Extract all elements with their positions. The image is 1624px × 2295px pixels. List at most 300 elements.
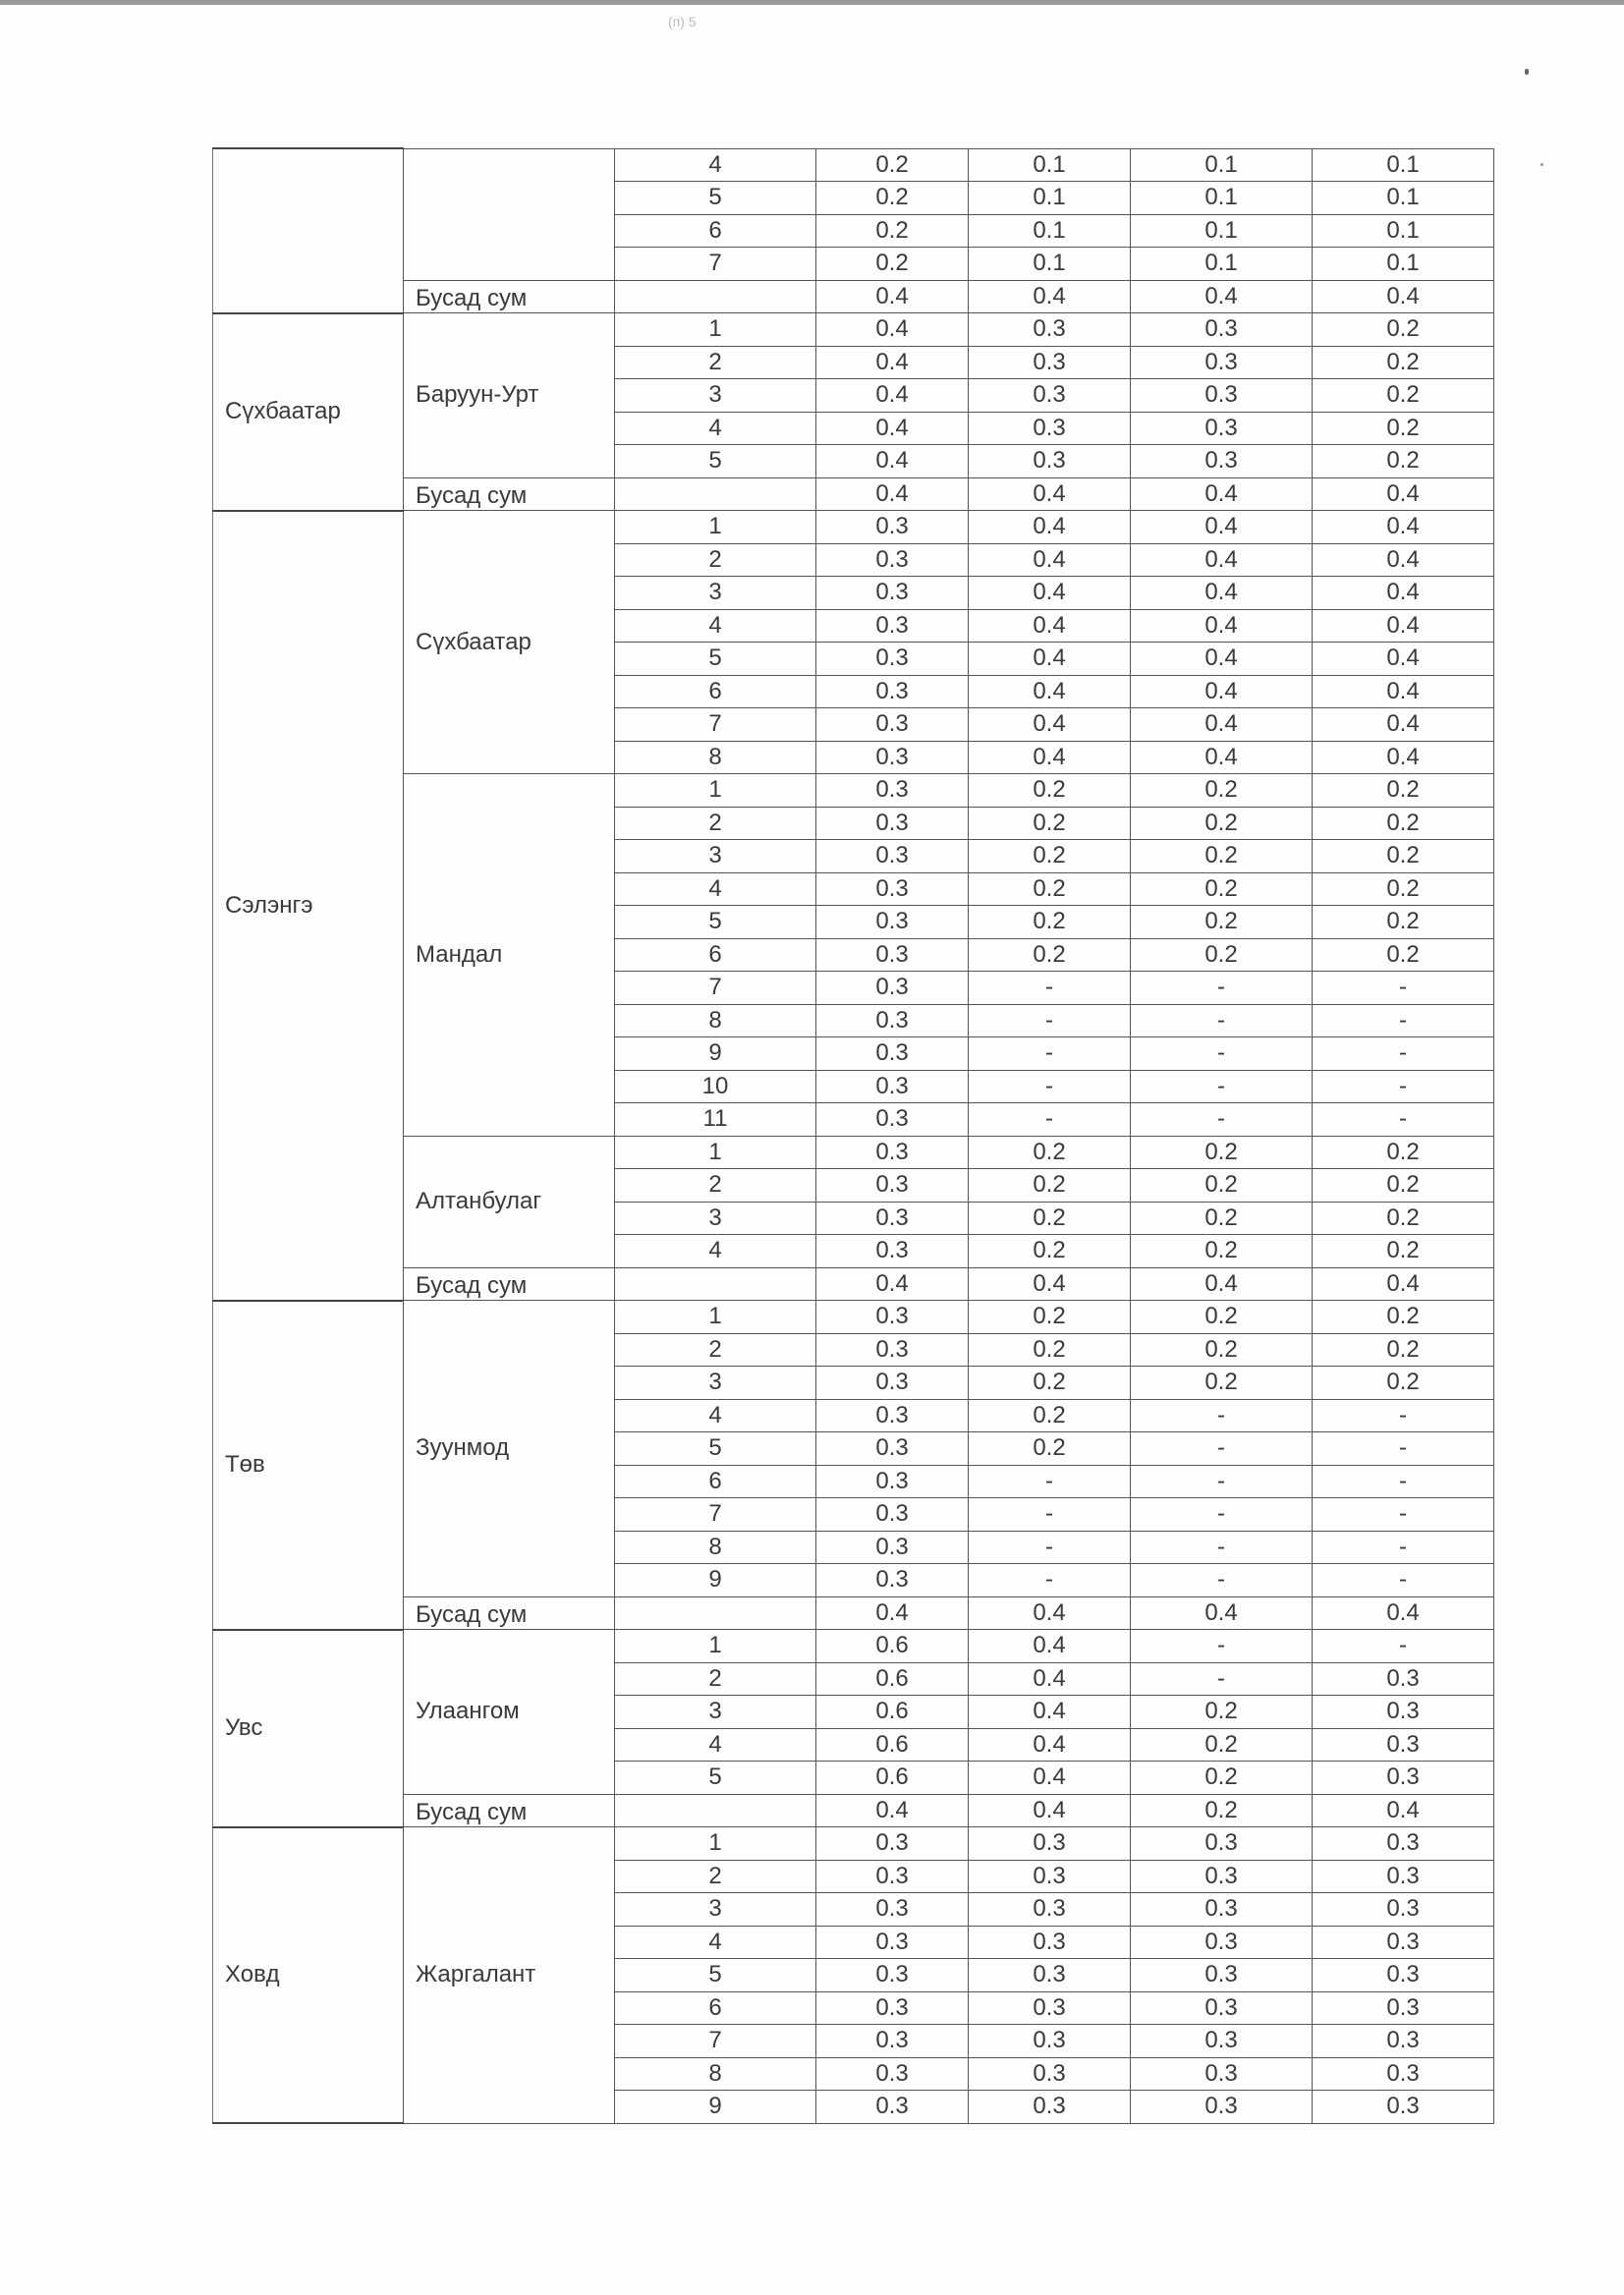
value-cell: 0.2 <box>969 938 1131 972</box>
value-cell: 0.2 <box>1131 1169 1313 1203</box>
value-cell: 0.4 <box>969 1794 1131 1827</box>
value-cell: 0.2 <box>1313 1136 1494 1169</box>
value-cell: 0.3 <box>816 708 969 742</box>
value-cell: - <box>1313 972 1494 1005</box>
value-cell: 0.2 <box>969 1333 1131 1367</box>
value-cell: 0.3 <box>816 675 969 708</box>
value-cell: 0.2 <box>969 1136 1131 1169</box>
value-cell: 0.2 <box>816 148 969 182</box>
value-cell: 0.3 <box>969 346 1131 379</box>
zone-cell: 3 <box>615 1202 816 1235</box>
value-cell: - <box>1313 1465 1494 1498</box>
value-cell: 0.1 <box>969 248 1131 281</box>
value-cell: 0.4 <box>969 643 1131 676</box>
value-cell: 0.2 <box>816 182 969 215</box>
value-cell: 0.3 <box>1131 379 1313 413</box>
value-cell: - <box>1313 1531 1494 1564</box>
value-cell: 0.3 <box>1313 1860 1494 1893</box>
value-cell: 0.2 <box>1131 1794 1313 1827</box>
value-cell: - <box>1313 1103 1494 1137</box>
value-cell: 0.2 <box>969 807 1131 840</box>
value-cell: 0.4 <box>1131 741 1313 774</box>
zone-cell: 3 <box>615 840 816 873</box>
value-cell: 0.4 <box>969 1596 1131 1630</box>
zone-cell: 1 <box>615 1301 816 1334</box>
value-cell: 0.2 <box>1313 840 1494 873</box>
zone-cell: 1 <box>615 1136 816 1169</box>
value-cell: 0.3 <box>816 643 969 676</box>
value-cell: - <box>1313 1037 1494 1071</box>
value-cell: 0.4 <box>1313 643 1494 676</box>
value-cell: 0.6 <box>816 1696 969 1729</box>
value-cell: 0.2 <box>1313 1333 1494 1367</box>
value-cell: 0.4 <box>1131 511 1313 544</box>
value-cell: 0.3 <box>969 379 1131 413</box>
value-cell: 0.3 <box>816 1991 969 2025</box>
value-cell: 0.3 <box>969 445 1131 478</box>
value-cell: - <box>1131 1465 1313 1498</box>
value-cell: 0.2 <box>1313 1367 1494 1400</box>
zone-cell: 8 <box>615 741 816 774</box>
center-cell: Улаангом <box>404 1630 615 1795</box>
value-cell: 0.2 <box>969 1202 1131 1235</box>
value-cell: 0.2 <box>1131 1235 1313 1268</box>
value-cell: 0.4 <box>1313 1267 1494 1301</box>
value-cell: - <box>1131 1630 1313 1663</box>
value-cell: 0.4 <box>1313 543 1494 577</box>
value-cell: 0.4 <box>969 1696 1131 1729</box>
value-cell: 0.2 <box>1131 1728 1313 1762</box>
value-cell: 0.4 <box>1131 577 1313 610</box>
value-cell: - <box>1131 1564 1313 1597</box>
value-cell: 0.4 <box>1313 511 1494 544</box>
zone-cell: 4 <box>615 148 816 182</box>
value-cell: 0.2 <box>969 1235 1131 1268</box>
center-cell: Зуунмод <box>404 1301 615 1597</box>
value-cell: 0.4 <box>969 1728 1131 1762</box>
value-cell: 0.3 <box>816 1399 969 1432</box>
zone-cell: 6 <box>615 675 816 708</box>
value-cell: 0.2 <box>969 1301 1131 1334</box>
zone-cell: 4 <box>615 1399 816 1432</box>
other-sum-label: Бусад сум <box>404 1794 615 1827</box>
value-cell: 0.3 <box>969 412 1131 445</box>
value-cell: 0.3 <box>816 1301 969 1334</box>
value-cell: - <box>1131 1662 1313 1696</box>
value-cell: 0.2 <box>1131 1762 1313 1795</box>
value-cell: - <box>1313 1070 1494 1103</box>
scan-speck <box>1525 69 1529 75</box>
value-cell: 0.3 <box>969 1991 1131 2025</box>
value-cell: 0.1 <box>969 148 1131 182</box>
value-cell: 0.4 <box>1131 643 1313 676</box>
value-cell: 0.2 <box>1313 1169 1494 1203</box>
value-cell: 0.2 <box>969 872 1131 906</box>
value-cell: - <box>969 1103 1131 1137</box>
value-cell: - <box>1131 1037 1313 1071</box>
value-cell: 0.2 <box>1131 774 1313 808</box>
zone-cell: 2 <box>615 1333 816 1367</box>
value-cell: 0.4 <box>816 1794 969 1827</box>
value-cell: 0.2 <box>1313 938 1494 972</box>
value-cell: 0.4 <box>969 1267 1131 1301</box>
value-cell: 0.3 <box>969 313 1131 347</box>
value-cell: 0.4 <box>1313 741 1494 774</box>
value-cell: 0.3 <box>816 938 969 972</box>
value-cell: 0.2 <box>1131 840 1313 873</box>
center-cell: Алтанбулаг <box>404 1136 615 1267</box>
header-mark: (п) 5 <box>668 14 697 29</box>
zone-cell <box>615 1596 816 1630</box>
value-cell: 0.3 <box>816 1169 969 1203</box>
value-cell: 0.2 <box>969 1399 1131 1432</box>
other-sum-label: Бусад сум <box>404 1267 615 1301</box>
value-cell: 0.2 <box>1313 313 1494 347</box>
value-cell: 0.4 <box>969 577 1131 610</box>
value-cell: - <box>1131 972 1313 1005</box>
value-cell: 0.3 <box>816 741 969 774</box>
value-cell: 0.3 <box>1131 1991 1313 2025</box>
scan-speck <box>1540 163 1543 166</box>
region-cell: Увс <box>213 1630 404 1827</box>
table-row <box>213 1136 1494 1169</box>
value-cell: 0.6 <box>816 1728 969 1762</box>
value-cell: - <box>1131 1103 1313 1137</box>
region-cell <box>213 148 404 313</box>
value-cell: 0.3 <box>1313 1662 1494 1696</box>
value-cell: 0.4 <box>969 675 1131 708</box>
value-cell: 0.3 <box>969 2057 1131 2091</box>
zone-cell: 5 <box>615 1432 816 1466</box>
value-cell: 0.3 <box>1131 1959 1313 1992</box>
value-cell: 0.4 <box>969 280 1131 313</box>
value-cell: 0.3 <box>969 2091 1131 2124</box>
value-cell: 0.4 <box>969 1762 1131 1795</box>
zone-cell: 2 <box>615 346 816 379</box>
zone-cell: 3 <box>615 577 816 610</box>
value-cell: 0.4 <box>1313 1794 1494 1827</box>
table-row <box>213 313 1494 347</box>
value-cell: 0.3 <box>816 807 969 840</box>
value-cell: 0.1 <box>969 182 1131 215</box>
center-cell <box>404 148 615 280</box>
value-cell: 0.4 <box>969 1630 1131 1663</box>
value-cell: 0.3 <box>816 1103 969 1137</box>
value-cell: 0.2 <box>1131 1367 1313 1400</box>
value-cell: 0.2 <box>1313 412 1494 445</box>
zone-cell: 10 <box>615 1070 816 1103</box>
zone-cell: 1 <box>615 774 816 808</box>
zone-cell: 2 <box>615 1662 816 1696</box>
zone-cell: 4 <box>615 412 816 445</box>
value-cell: 0.4 <box>969 1662 1131 1696</box>
zone-cell: 9 <box>615 1037 816 1071</box>
value-cell: 0.2 <box>1131 938 1313 972</box>
value-cell: 0.3 <box>816 1564 969 1597</box>
zone-cell: 11 <box>615 1103 816 1137</box>
value-cell: 0.4 <box>969 543 1131 577</box>
value-cell: 0.3 <box>969 1959 1131 1992</box>
value-cell: 0.4 <box>816 1596 969 1630</box>
value-cell: 0.1 <box>1131 248 1313 281</box>
value-cell: 0.2 <box>969 774 1131 808</box>
value-cell: 0.4 <box>969 609 1131 643</box>
table-row <box>213 774 1494 808</box>
value-cell: 0.3 <box>1313 1926 1494 1959</box>
value-cell: 0.3 <box>816 1432 969 1466</box>
center-cell: Мандал <box>404 774 615 1137</box>
value-cell: 0.3 <box>816 2091 969 2124</box>
value-cell: 0.1 <box>1313 182 1494 215</box>
other-sum-row <box>213 280 1494 313</box>
zone-cell: 9 <box>615 1564 816 1597</box>
center-cell: Сүхбаатар <box>404 511 615 774</box>
zone-cell: 4 <box>615 609 816 643</box>
center-cell: Жаргалант <box>404 1827 615 2124</box>
value-cell: 0.3 <box>1313 1959 1494 1992</box>
value-cell: 0.2 <box>1131 1696 1313 1729</box>
value-cell: 0.3 <box>816 1004 969 1037</box>
other-sum-row <box>213 1794 1494 1827</box>
value-cell: 0.6 <box>816 1662 969 1696</box>
other-sum-row <box>213 1267 1494 1301</box>
value-cell: 0.2 <box>969 1367 1131 1400</box>
value-cell: 0.4 <box>1313 675 1494 708</box>
value-cell: 0.3 <box>1313 2025 1494 2058</box>
value-cell: 0.4 <box>1131 708 1313 742</box>
value-cell: 0.2 <box>1131 1333 1313 1367</box>
value-cell: - <box>969 1070 1131 1103</box>
value-cell: 0.2 <box>969 1432 1131 1466</box>
zone-cell: 2 <box>615 543 816 577</box>
zone-cell: 7 <box>615 248 816 281</box>
value-cell: 0.3 <box>816 1827 969 1861</box>
value-cell: 0.3 <box>816 1202 969 1235</box>
value-cell: 0.2 <box>1313 872 1494 906</box>
table-row <box>213 1827 1494 1861</box>
value-cell: 0.4 <box>816 379 969 413</box>
value-cell: 0.4 <box>1131 1267 1313 1301</box>
value-cell: 0.2 <box>1313 445 1494 478</box>
zone-cell: 5 <box>615 906 816 939</box>
value-cell: 0.4 <box>1313 477 1494 511</box>
value-cell: 0.3 <box>1131 1926 1313 1959</box>
zone-cell: 2 <box>615 807 816 840</box>
zone-cell: 4 <box>615 1728 816 1762</box>
value-cell: 0.3 <box>816 906 969 939</box>
zone-cell: 5 <box>615 445 816 478</box>
zone-cell: 3 <box>615 1893 816 1927</box>
table-row <box>213 1630 1494 1663</box>
scan-edge <box>0 0 1624 5</box>
value-cell: 0.4 <box>1313 577 1494 610</box>
value-cell: 0.1 <box>1131 214 1313 248</box>
value-cell: 0.3 <box>816 1037 969 1071</box>
value-cell: 0.2 <box>1131 872 1313 906</box>
table-row <box>213 1301 1494 1334</box>
value-cell: 0.4 <box>1131 477 1313 511</box>
value-cell: - <box>1131 1531 1313 1564</box>
value-cell: 0.3 <box>816 543 969 577</box>
value-cell: 0.3 <box>1313 1893 1494 1927</box>
value-cell: - <box>969 1564 1131 1597</box>
value-cell: - <box>969 1037 1131 1071</box>
value-cell: 0.6 <box>816 1762 969 1795</box>
region-cell: Сүхбаатар <box>213 313 404 511</box>
value-cell: 0.2 <box>1313 1235 1494 1268</box>
value-cell: 0.3 <box>969 1926 1131 1959</box>
zone-cell: 7 <box>615 708 816 742</box>
value-cell: 0.2 <box>1131 906 1313 939</box>
value-cell: 0.2 <box>969 906 1131 939</box>
value-cell: 0.3 <box>969 1893 1131 1927</box>
value-cell: 0.3 <box>816 1235 969 1268</box>
zone-cell: 3 <box>615 1696 816 1729</box>
value-cell: 0.4 <box>969 477 1131 511</box>
zone-cell: 2 <box>615 1860 816 1893</box>
zone-cell: 3 <box>615 379 816 413</box>
value-cell: - <box>969 1465 1131 1498</box>
zone-cell: 6 <box>615 214 816 248</box>
zone-cell: 6 <box>615 1465 816 1498</box>
value-cell: 0.4 <box>1131 609 1313 643</box>
value-cell: 0.2 <box>1313 346 1494 379</box>
region-cell: Ховд <box>213 1827 404 2124</box>
zone-cell: 1 <box>615 1630 816 1663</box>
region-cell: Сэлэнгэ <box>213 511 404 1301</box>
value-cell: 0.2 <box>1131 807 1313 840</box>
table-row <box>213 511 1494 544</box>
zone-cell: 1 <box>615 511 816 544</box>
value-cell: 0.3 <box>816 1860 969 1893</box>
value-cell: 0.4 <box>816 412 969 445</box>
value-cell: 0.2 <box>969 840 1131 873</box>
value-cell: 0.3 <box>816 774 969 808</box>
value-cell: - <box>1131 1004 1313 1037</box>
value-cell: 0.3 <box>1131 1893 1313 1927</box>
value-cell: 0.3 <box>816 1465 969 1498</box>
value-cell: 0.3 <box>816 609 969 643</box>
zone-cell <box>615 280 816 313</box>
value-cell: 0.2 <box>1131 1136 1313 1169</box>
value-cell: 0.1 <box>1131 148 1313 182</box>
value-cell: - <box>1131 1498 1313 1532</box>
zone-cell: 1 <box>615 1827 816 1861</box>
value-cell: 0.3 <box>816 1070 969 1103</box>
value-cell: 0.4 <box>816 280 969 313</box>
zone-cell: 1 <box>615 313 816 347</box>
value-cell: 0.3 <box>816 1959 969 1992</box>
value-cell: 0.2 <box>1313 774 1494 808</box>
value-cell: 0.2 <box>1313 807 1494 840</box>
value-cell: - <box>1313 1564 1494 1597</box>
zone-cell: 3 <box>615 1367 816 1400</box>
zone-cell: 4 <box>615 872 816 906</box>
zone-cell: 5 <box>615 1959 816 1992</box>
value-cell: 0.2 <box>1313 906 1494 939</box>
value-cell: 0.3 <box>816 840 969 873</box>
other-sum-label: Бусад сум <box>404 280 615 313</box>
zone-cell: 7 <box>615 1498 816 1532</box>
other-sum-label: Бусад сум <box>404 477 615 511</box>
value-cell: 0.4 <box>969 741 1131 774</box>
value-cell: 0.3 <box>816 1926 969 1959</box>
value-cell: - <box>969 1531 1131 1564</box>
value-cell: 0.4 <box>816 477 969 511</box>
value-cell: 0.3 <box>1313 1762 1494 1795</box>
value-cell: 0.3 <box>1131 445 1313 478</box>
value-cell: 0.3 <box>1131 2091 1313 2124</box>
zone-cell <box>615 1267 816 1301</box>
zone-cell <box>615 1794 816 1827</box>
value-cell: 0.4 <box>816 445 969 478</box>
value-cell: - <box>969 972 1131 1005</box>
value-cell: 0.3 <box>1313 1991 1494 2025</box>
other-sum-label: Бусад сум <box>404 1596 615 1630</box>
value-cell: 0.1 <box>1313 148 1494 182</box>
value-cell: 0.3 <box>1313 1827 1494 1861</box>
value-cell: 0.3 <box>1131 412 1313 445</box>
value-cell: 0.4 <box>969 511 1131 544</box>
value-cell: 0.3 <box>1313 2057 1494 2091</box>
zone-cell: 8 <box>615 1531 816 1564</box>
value-cell: - <box>1313 1498 1494 1532</box>
value-cell: - <box>1131 1070 1313 1103</box>
zone-cell: 8 <box>615 1004 816 1037</box>
value-cell: 0.3 <box>1131 1860 1313 1893</box>
value-cell: 0.3 <box>816 1136 969 1169</box>
center-cell: Баруун-Урт <box>404 313 615 478</box>
value-cell: 0.1 <box>1313 248 1494 281</box>
value-cell: 0.2 <box>969 1169 1131 1203</box>
value-cell: 0.3 <box>816 1367 969 1400</box>
value-cell: 0.3 <box>1131 346 1313 379</box>
zone-cell: 7 <box>615 2025 816 2058</box>
value-cell: 0.4 <box>1313 1596 1494 1630</box>
value-cell: 0.4 <box>969 708 1131 742</box>
region-cell: Төв <box>213 1301 404 1630</box>
value-cell: 0.4 <box>1313 708 1494 742</box>
zone-cell: 9 <box>615 2091 816 2124</box>
value-cell: 0.3 <box>816 972 969 1005</box>
value-cell: 0.3 <box>816 1531 969 1564</box>
value-cell: 0.1 <box>969 214 1131 248</box>
zone-cell: 5 <box>615 643 816 676</box>
value-cell: 0.3 <box>969 2025 1131 2058</box>
value-cell: 0.3 <box>969 1827 1131 1861</box>
zone-cell <box>615 477 816 511</box>
zone-cell: 5 <box>615 182 816 215</box>
value-cell: 0.3 <box>816 1498 969 1532</box>
value-cell: 0.3 <box>816 1893 969 1927</box>
value-cell: 0.3 <box>816 511 969 544</box>
zone-cell: 2 <box>615 1169 816 1203</box>
value-cell: - <box>969 1498 1131 1532</box>
value-cell: 0.1 <box>1313 214 1494 248</box>
value-cell: 0.3 <box>816 1333 969 1367</box>
value-cell: 0.3 <box>816 872 969 906</box>
zone-cell: 4 <box>615 1926 816 1959</box>
value-cell: 0.3 <box>969 1860 1131 1893</box>
value-cell: 0.2 <box>1313 1202 1494 1235</box>
value-cell: 0.3 <box>1131 2057 1313 2091</box>
value-cell: 0.2 <box>1131 1301 1313 1334</box>
value-cell: 0.1 <box>1131 182 1313 215</box>
coefficient-table <box>212 147 1494 2124</box>
value-cell: 0.2 <box>1313 379 1494 413</box>
value-cell: 0.4 <box>1131 1596 1313 1630</box>
value-cell: 0.4 <box>816 346 969 379</box>
